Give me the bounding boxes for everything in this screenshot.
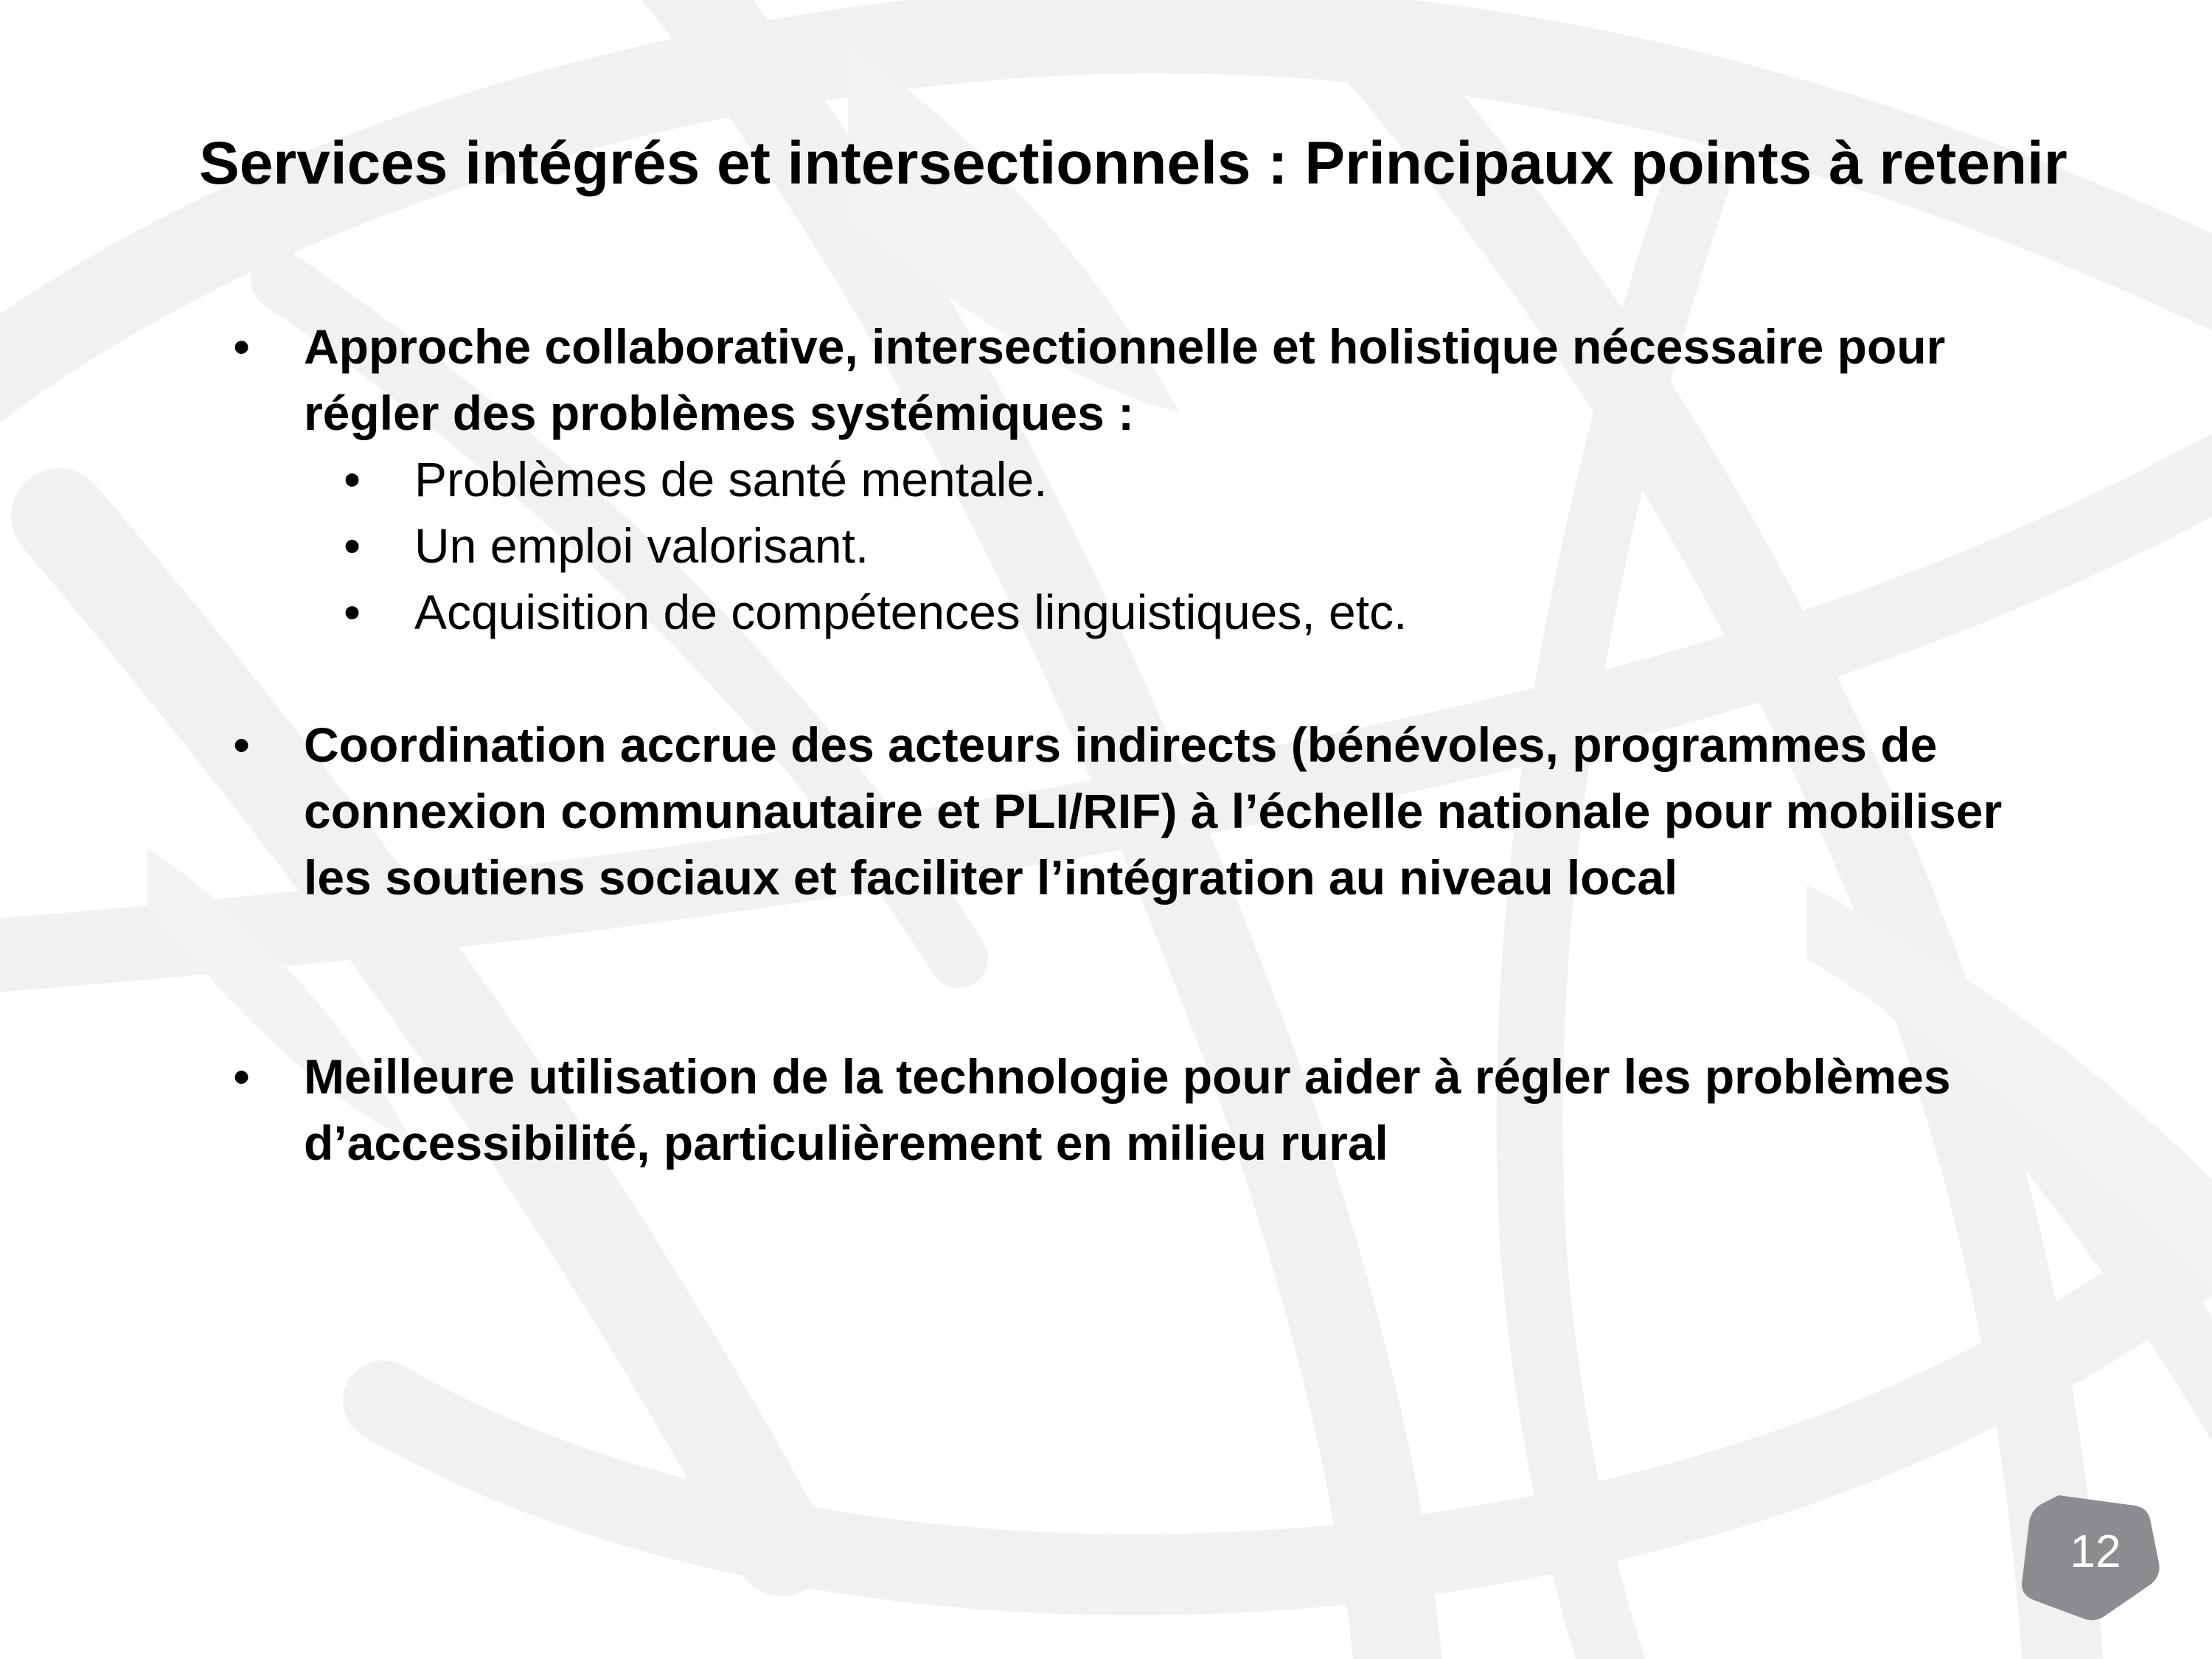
- sub-bullet-text: Un emploi valorisant.: [414, 518, 869, 573]
- sub-bullet-text: Acquisition de compétences linguistiques, etc.: [414, 585, 1408, 639]
- bullet-text: Meilleure utilisation de la technologie pour aider à régler les problèmes d’accessibilité, particulièrement en milieu rural: [304, 1049, 1951, 1170]
- bullet-item-3: [233, 1043, 2073, 1176]
- bullet-marker: •: [233, 319, 251, 374]
- sub-bullet-item-3: [344, 579, 2037, 645]
- bullet-marker: •: [233, 1049, 251, 1104]
- bullet-text: Approche collaborative, intersectionnelle et holistique nécessaire pour régler des problèmes systémiques :: [304, 319, 1946, 440]
- bullet-item-1: [233, 313, 2073, 446]
- sub-bullet-marker: •: [344, 518, 361, 573]
- sub-bullet-text: Problèmes de santé mentale.: [414, 452, 1048, 507]
- sub-bullet-marker: •: [344, 452, 361, 507]
- page-number: 12: [2070, 1526, 2121, 1577]
- bullet-marker: •: [233, 717, 251, 772]
- sub-bullet-marker: •: [344, 585, 361, 639]
- bullet-item-2: [233, 712, 2073, 911]
- sub-bullet-item-1: [344, 446, 2037, 512]
- slide-title: Services intégrés et intersectionnels : Principaux points à retenir: [199, 130, 2067, 197]
- bullet-text: Coordination accrue des acteurs indirects (bénévoles, programmes de connexion communautaire et PLI/RIF) à l’échelle nationale pour mobiliser les soutiens sociaux et faciliter l’intégration au niveau local: [304, 717, 2003, 905]
- sub-bullet-item-2: [344, 512, 2037, 579]
